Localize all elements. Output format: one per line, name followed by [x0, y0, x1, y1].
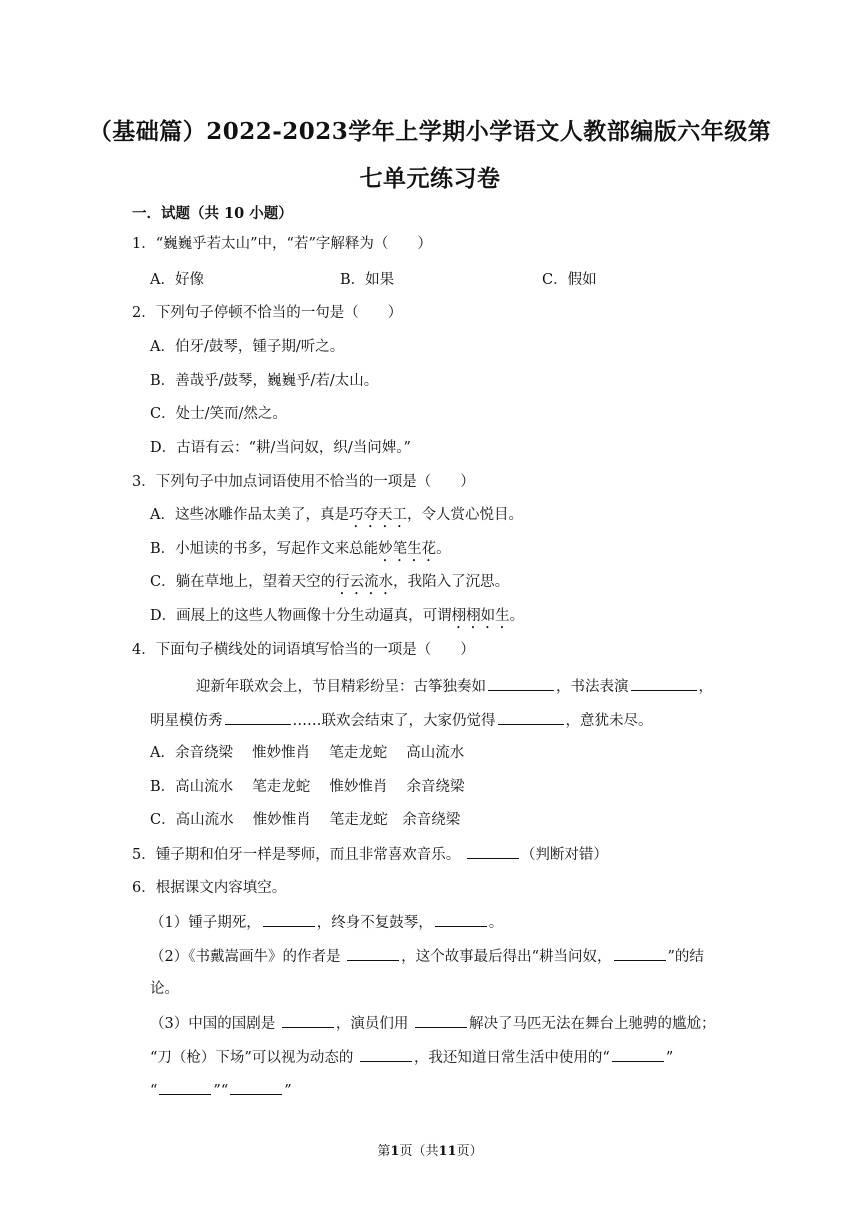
q6-s3a: （3）中国的国剧是 [150, 1016, 280, 1032]
q3-c-post: ，我陷入了沉思。 [393, 574, 510, 590]
q3-b-post: 。 [436, 541, 451, 557]
q6-item-2 [150, 946, 704, 967]
q4-blank-2[interactable] [631, 676, 697, 691]
q3-option-d[interactable] [150, 606, 524, 632]
question-5 [132, 844, 608, 865]
q4-blank-1[interactable] [488, 676, 554, 691]
q3-c-pre: C．躺在草地上，望着天空的 [150, 574, 336, 590]
q4-p1c: ， [698, 679, 713, 695]
q4-p1a: 迎新年联欢会上，节目精彩纷呈：古筝独奏如 [196, 679, 486, 695]
q6-blank-1[interactable] [263, 912, 315, 927]
q1-option-b[interactable]: B．如果 [340, 272, 395, 288]
footer-mid: 页（共 [399, 1144, 439, 1159]
q3-a-pre: A．这些冰雕作品太美了，真是 [150, 507, 349, 523]
q6-blank-10[interactable] [230, 1080, 282, 1095]
q6-blank-6[interactable] [415, 1013, 467, 1028]
q1-suffix: ”中，“若”字解释为（ ） [250, 236, 432, 252]
q6-s1c: 。 [488, 915, 504, 931]
footer-post: 页） [456, 1144, 483, 1159]
q6-s2c: ”的结 [667, 949, 704, 965]
q6-item-3-line2 [150, 1047, 673, 1068]
q3-b-dotted-word: 妙笔生花 [378, 541, 437, 557]
q4-option-c[interactable]: C．高山流水 惟妙惟肖 笔走龙蛇 余音绕梁 [150, 812, 461, 828]
q6-blank-5[interactable] [282, 1013, 334, 1028]
q6-s2b: ，这个故事最后得出“耕当问奴， [401, 949, 612, 965]
section-heading: 一．试题（共 10 小题） [132, 205, 293, 222]
q6-item-3-line3 [150, 1080, 292, 1101]
q6-s1b: ，终身不复鼓琴， [316, 915, 433, 931]
q2-option-c[interactable]: C．处士/笑而/然之。 [150, 406, 287, 422]
q2-option-a[interactable]: A．伯牙/鼓琴，锺子期/听之。 [150, 339, 345, 355]
q4-passage-line2 [150, 710, 653, 731]
q1-option-c[interactable]: C．假如 [542, 272, 597, 288]
question-2-stem: 2．下列句子停顿不恰当的一句是（ ） [132, 305, 403, 321]
q6-s3i: ” [284, 1083, 292, 1099]
question-3-stem: 3．下列句子中加点词语使用不恰当的一项是（ ） [132, 474, 475, 490]
question-1-stem [132, 234, 432, 254]
q4-blank-3[interactable] [225, 710, 291, 725]
q6-s3h: ”“ [213, 1083, 229, 1099]
q5-tail: （判断对错） [520, 847, 608, 863]
q6-s3f: ” [665, 1050, 674, 1066]
q3-a-post: ，令人赏心悦目。 [406, 507, 523, 523]
q4-p2b: ……联欢会结束了，大家仍觉得 [292, 713, 496, 729]
q1-quoted-text: 巍巍乎若太山 [163, 236, 251, 252]
q6-s1a: （1）锺子期死， [150, 915, 261, 931]
q1-prefix: 1．“ [132, 236, 164, 252]
q3-option-a[interactable] [150, 505, 523, 531]
q6-s3e: ，我还知道日常生活中使用的“ [413, 1050, 610, 1066]
q6-s3b: ，演员们用 [335, 1016, 413, 1032]
q4-p2c: ，意犹未尽。 [565, 713, 653, 729]
q4-p2a: 明星模仿秀 [150, 713, 223, 729]
q2-option-b[interactable]: B．善哉乎/鼓琴，巍巍乎/若/太山。 [150, 373, 379, 389]
footer-pre: 第 [377, 1144, 391, 1159]
q4-p1b: ，书法表演 [556, 679, 629, 695]
q6-item-1 [150, 912, 503, 933]
question-4-stem: 4．下面句子横线处的词语填写恰当的一项是（ ） [132, 642, 475, 658]
page-footer [0, 1140, 860, 1159]
q2-option-d[interactable]: D．古语有云：“耕/当问奴，织/当问婢。” [150, 440, 411, 456]
q4-blank-4[interactable] [498, 710, 564, 725]
q6-item-2-cont: 论。 [150, 981, 179, 997]
q3-d-pre: D．画展上的这些人物画像十分生动逼真，可谓 [150, 608, 452, 624]
q3-d-post: 。 [509, 608, 525, 624]
footer-page-number: 1 [390, 1144, 400, 1159]
footer-total-pages: 11 [438, 1144, 457, 1159]
q3-d-dotted-word: 栩栩如生 [451, 608, 510, 624]
q6-item-3 [150, 1013, 715, 1034]
page-title-line1: （基础篇）2022-2023学年上学期小学语文人教部编版六年级第 [88, 118, 772, 145]
q6-blank-8[interactable] [612, 1047, 664, 1062]
q3-option-b[interactable] [150, 539, 451, 565]
q4-option-b[interactable]: B．高山流水 笔走龙蛇 惟妙惟肖 余音绕梁 [150, 779, 465, 795]
page-title-line2: 七单元练习卷 [359, 165, 501, 192]
q6-s3c: 解决了马匹无法在舞台上驰骋的尴尬； [468, 1016, 716, 1032]
q6-blank-4[interactable] [614, 946, 666, 961]
q5-stem: 5．锺子期和伯牙一样是琴师，而且非常喜欢音乐。 [132, 847, 461, 863]
q6-blank-3[interactable] [347, 946, 399, 961]
q3-b-pre: B．小旭读的书多，写起作文来总能 [150, 541, 379, 557]
q3-c-dotted-word: 行云流水 [335, 574, 394, 590]
q6-s2a: （2）《书戴嵩画牛》的作者是 [150, 949, 346, 965]
q6-blank-2[interactable] [435, 912, 487, 927]
q6-blank-7[interactable] [360, 1047, 412, 1062]
q5-answer-blank[interactable] [467, 844, 519, 859]
q1-option-a[interactable]: A．好像 [150, 272, 204, 288]
q4-passage-line1 [196, 676, 713, 697]
q6-blank-9[interactable] [159, 1080, 211, 1095]
q6-s3g: “ [150, 1083, 158, 1099]
q3-a-dotted-word: 巧夺天工 [348, 507, 407, 523]
q4-option-a[interactable]: A．余音绕梁 惟妙惟肖 笔走龙蛇 高山流水 [150, 745, 465, 761]
q3-option-c[interactable] [150, 572, 509, 598]
question-6-stem: 6．根据课文内容填空。 [132, 880, 287, 896]
q6-s3d: “刀（枪）下场”可以视为动态的 [150, 1050, 358, 1066]
